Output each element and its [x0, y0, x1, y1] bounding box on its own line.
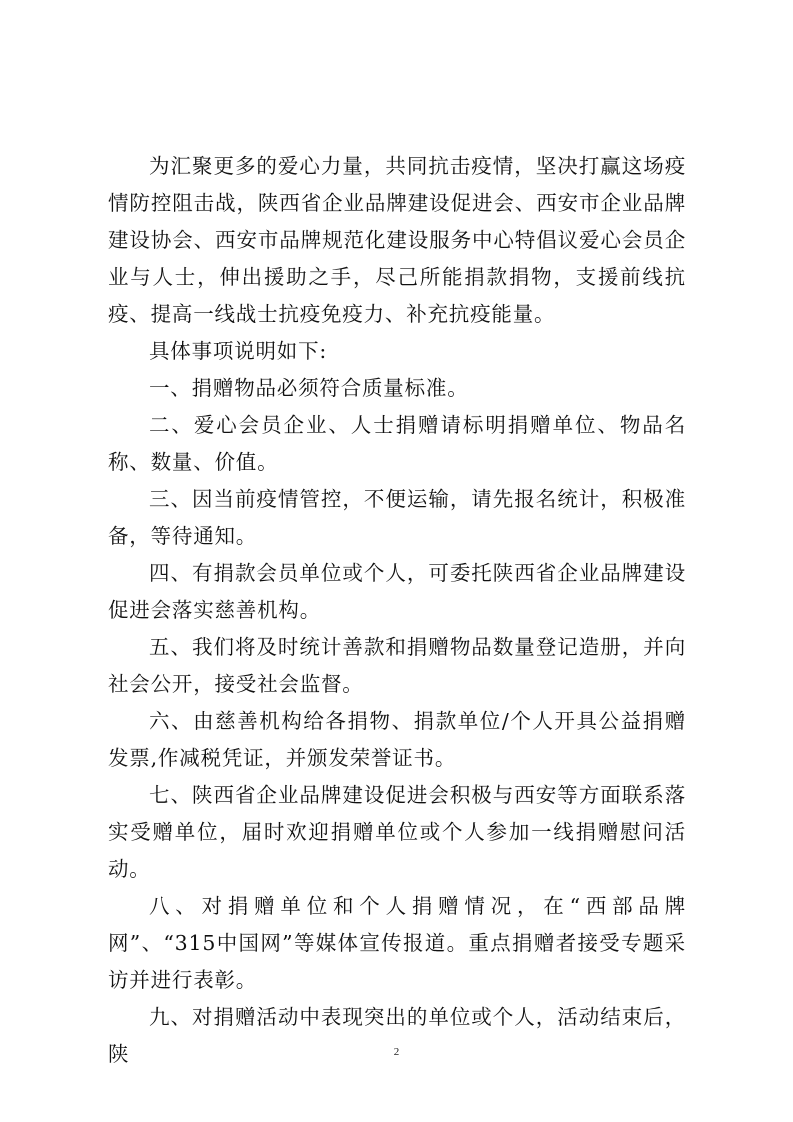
paragraph-details-heading: 具体事项说明如下: — [149, 339, 328, 363]
page-number: 2 — [393, 1046, 400, 1058]
paragraph-item-3: 三、因当前疫情管控，不便运输，请先报名统计，积极准备，等待通知。 — [108, 487, 686, 548]
paragraph-item-2: 二、爱心会员企业、人士捐赠请标明捐赠单位、物品名称、数量、价值。 — [108, 413, 686, 474]
paragraph-item-7: 七、陕西省企业品牌建设促进会积极与西安等方面联系落实受赠单位，届时欢迎捐赠单位或个人参加一线捐赠慰问活动。 — [108, 783, 686, 881]
paragraph-item-6: 六、由慈善机构给各捐物、捐款单位/个人开具公益捐赠发票,作减税凭证，并颁发荣誉证书。 — [108, 709, 686, 770]
paragraph-item-5: 五、我们将及时统计善款和捐赠物品数量登记造册，并向社会公开，接受社会监督。 — [108, 635, 686, 696]
paragraph-item-8: 八、对捐赠单位和个人捐赠情况，在“西部品牌网”、“315中国网”等媒体宣传报道。重点捐赠者接受专题采访并进行表彰。 — [108, 894, 686, 992]
paragraph-item-4: 四、有捐款会员单位或个人，可委托陕西省企业品牌建设促进会落实慈善机构。 — [108, 561, 686, 622]
paragraph-item-9: 九、对捐赠活动中表现突出的单位或个人，活动结束后，陕 — [108, 1005, 686, 1066]
paragraph-item-1: 一、捐赠物品必须符合质量标准。 — [149, 376, 469, 400]
document-body — [108, 148, 686, 1073]
paragraph-intro: 为汇聚更多的爱心力量，共同抗击疫情，坚决打赢这场疫情防控阻击战，陕西省企业品牌建设促进会、西安市企业品牌建设协会、西安市品牌规范化建设服务中心特倡议爱心会员企业与人士，伸出援助之手，尽己所能捐款捐物，支援前线抗疫、提高一线战士抗疫免疫力、补充抗疫能量。 — [108, 154, 686, 326]
